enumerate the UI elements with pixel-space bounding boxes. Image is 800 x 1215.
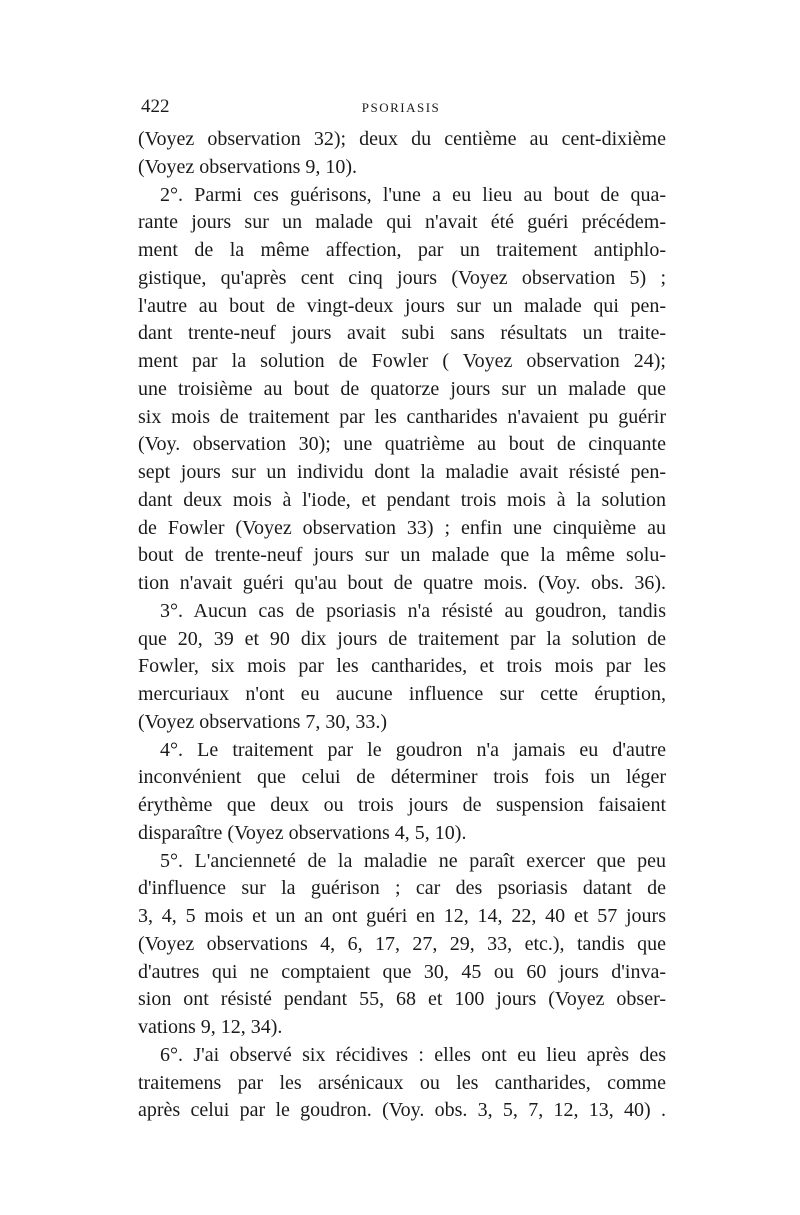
- text-line: 5°. L'ancienneté de la maladie ne paraît exercer que peu: [160, 849, 666, 872]
- text-line: d'autres qui ne comptaient que 30, 45 ou 60 jours d'inva-: [138, 960, 666, 983]
- text-line: bout de trente-neuf jours sur un malade que la même solu-: [138, 544, 666, 567]
- text-line: (Voyez observations 9, 10).: [138, 155, 358, 178]
- text-line: traitemens par les arsénicaux ou les cantharides, comme: [138, 1071, 666, 1094]
- text-line: (Voyez observations 4, 6, 17, 27, 29, 33, etc.), tandis que: [138, 932, 666, 955]
- text-line: inconvénient que celui de déterminer trois fois un léger: [138, 766, 666, 789]
- text-line: mercuriaux n'ont eu aucune influence sur cette éruption,: [138, 683, 666, 705]
- text-line: six mois de traitement par les cantharides n'avaient pu guérir: [138, 405, 666, 428]
- text-line: gistique, qu'après cent cinq jours (Voyez observation 5) ;: [138, 266, 666, 289]
- text-line: Fowler, six mois par les cantharides, et trois mois par les: [138, 655, 666, 678]
- text-line: ment par la solution de Fowler ( Voyez observation 24);: [138, 350, 666, 372]
- text-line: rante jours sur un malade qui n'avait été guéri précédem-: [138, 211, 666, 234]
- text-line: ment de la même affection, par un traitement antiphlo-: [138, 239, 666, 261]
- text-line: 3°. Aucun cas de psoriasis n'a résisté au goudron, tandis: [160, 599, 666, 622]
- text-line: après celui par le goudron. (Voy. obs. 3, 5, 7, 12, 13, 40) .: [138, 1099, 666, 1122]
- text-line: dant trente-neuf jours avait subi sans résultats un traite-: [138, 322, 666, 345]
- text-line: vations 9, 12, 34).: [138, 1016, 283, 1038]
- text-line: (Voy. observation 30); une quatrième au bout de cinquante: [138, 433, 666, 456]
- text-line: de Fowler (Voyez observation 33) ; enfin une cinquième au: [138, 516, 666, 539]
- text-line: dant deux mois à l'iode, et pendant trois mois à la solution: [138, 488, 666, 511]
- text-line: d'influence sur la guérison ; car des psoriasis datant de: [138, 877, 666, 900]
- page-number: 422: [141, 96, 170, 117]
- text-line: 3, 4, 5 mois et un an ont guéri en 12, 14, 22, 40 et 57 jours: [138, 905, 666, 927]
- text-line: tion n'avait guéri qu'au bout de quatre mois. (Voy. obs. 36).: [138, 572, 666, 594]
- text-line: 2°. Parmi ces guérisons, l'une a eu lieu au bout de qua-: [160, 183, 666, 206]
- text-line: 4°. Le traitement par le goudron n'a jamais eu d'autre: [160, 738, 666, 761]
- body-text: [138, 126, 666, 1125]
- text-line: (Voyez observations 7, 30, 33.): [138, 710, 388, 733]
- running-title: PSORIASIS: [361, 100, 441, 115]
- text-line: l'autre au bout de vingt-deux jours sur un malade qui pen-: [138, 294, 666, 317]
- text-line: une troisième au bout de quatorze jours sur un malade que: [138, 377, 666, 400]
- text-line: érythème que deux ou trois jours de suspension faisaient: [138, 794, 666, 816]
- text-line: 6°. J'ai observé six récidives : elles ont eu lieu après des: [160, 1043, 666, 1066]
- text-line: disparaître (Voyez observations 4, 5, 10).: [138, 821, 467, 844]
- page-header: [141, 96, 661, 120]
- text-line: (Voyez observation 32); deux du centième au cent-dixième: [138, 128, 666, 150]
- text-line: sion ont résisté pendant 55, 68 et 100 jours (Voyez obser-: [138, 988, 666, 1011]
- text-line: sept jours sur un individu dont la maladie avait résisté pen-: [138, 461, 666, 483]
- text-line: que 20, 39 et 90 dix jours de traitement par la solution de: [138, 627, 666, 650]
